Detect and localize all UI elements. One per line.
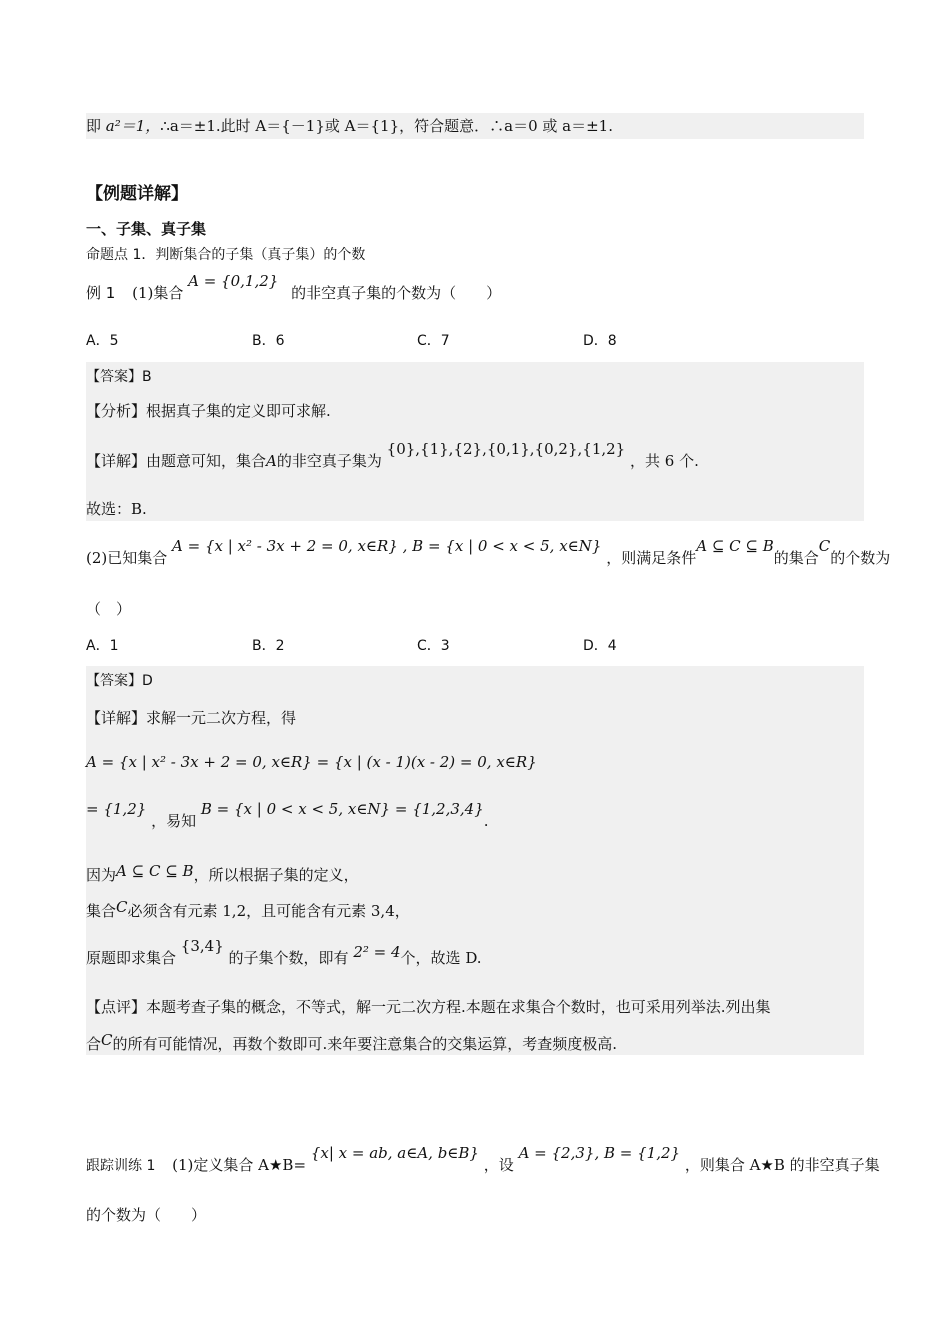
text: 的个数为 <box>830 549 891 567</box>
text: (1)集合 <box>132 284 184 302</box>
text: 原题即求集合 <box>86 949 177 967</box>
option-c: C．3 <box>417 638 450 654</box>
example1-analysis: 【分析】根据真子集的定义即可求解. <box>86 402 331 420</box>
track-label: 跟踪训练 1 <box>86 1158 156 1174</box>
math-set-B: B = {x | 0 < x < 5, x∈N} = {1,2,3,4} <box>200 800 484 818</box>
math-C: C <box>101 1031 113 1049</box>
example-label: 例 1 <box>86 284 116 302</box>
math-sets: A = {2,3}, B = {1,2} <box>518 1144 681 1162</box>
math-subsets: {0},{1},{2},{0,1},{0,2},{1,2} <box>386 440 626 458</box>
math-A: A <box>266 452 277 470</box>
text: 必须含有元素 1,2，且可能含有元素 3,4， <box>127 902 410 920</box>
section-title: 【例题详解】 <box>86 184 188 204</box>
text: 【详解】由题意可知，集合 <box>86 452 267 470</box>
example1-detail <box>86 440 699 472</box>
example2-equation-1: A = {x | x² - 3x + 2 = 0, x∈R} = {x | (x - 1)(x - 2) = 0, x∈R} <box>86 753 537 771</box>
example1-answer: 【答案】B <box>86 369 152 385</box>
math-C: C <box>116 898 128 916</box>
math-set-A: A = {0,1,2} <box>188 272 279 290</box>
math-definition: {x| x = ab, a∈A, b∈B} <box>310 1144 479 1162</box>
option-a: A．5 <box>86 333 119 349</box>
text: ，共 6 个. <box>630 452 699 470</box>
example2-original <box>86 937 482 969</box>
text: ，所以根据子集的定义， <box>193 866 359 884</box>
track-question-line2: 的个数为（ ） <box>86 1206 207 1224</box>
text: 的所有可能情况，再数个数即可.来年要注意集合的交集运算，考查频度极高. <box>112 1035 618 1053</box>
text: 即 <box>86 117 106 135</box>
example2-equation-2 <box>86 800 489 832</box>
text: . <box>483 812 489 830</box>
text: ∴a＝0 或 a＝±1. <box>489 117 613 135</box>
option-a: A．1 <box>86 638 119 654</box>
math-result-A: = {1,2} <box>86 800 147 818</box>
example2-because <box>86 864 359 886</box>
text: 的非空真子集的个数为（ ） <box>291 284 502 302</box>
text: 集合 <box>86 902 117 920</box>
math-condition: A ⊆ C ⊆ B <box>696 537 774 555</box>
example2-paren: （ ） <box>86 600 132 618</box>
option-c: C．7 <box>417 333 450 349</box>
subsection-title: 一、子集、真子集 <box>86 220 207 238</box>
top-solution-line <box>86 115 613 137</box>
text: ，则集合 A★B 的非空真子集 <box>684 1156 880 1174</box>
math-sets-A-B: A = {x | x² - 3x + 2 = 0, x∈R} , B = {x | 0 < x < 5, x∈N} <box>172 537 602 555</box>
text: 个，故选 D. <box>400 949 482 967</box>
option-b: B．6 <box>252 333 285 349</box>
text: (2)已知集合 <box>86 549 168 567</box>
math-power: 2² = 4 <box>353 943 401 961</box>
text: ，则满足条件 <box>606 549 697 567</box>
math-a-squared: a²＝1， <box>105 117 161 135</box>
math-C: C <box>818 537 831 555</box>
option-d: D．8 <box>583 333 617 349</box>
example1-options <box>86 330 864 352</box>
example2-options <box>86 635 864 657</box>
example2-answer: 【答案】D <box>86 673 153 689</box>
math-condition: A ⊆ C ⊆ B <box>116 862 194 880</box>
example1-choose: 故选：B. <box>86 500 147 518</box>
option-b: B．2 <box>252 638 285 654</box>
text: ∴a＝±1.此时 A＝{－1}或 A＝{1}，符合题意． <box>160 117 490 135</box>
example2-detail-intro: 【详解】求解一元二次方程，得 <box>86 709 297 727</box>
example2-comment-1: 【点评】本题考查子集的概念，不等式，解一元二次方程.本题在求集合个数时，也可采用列举法.列出集 <box>86 998 771 1016</box>
text: 的子集个数，即有 <box>228 949 349 967</box>
text: ，设 <box>483 1156 514 1174</box>
option-d: D．4 <box>583 638 617 654</box>
example2-comment-2 <box>86 1033 617 1055</box>
text: 的集合 <box>773 549 819 567</box>
text: 因为 <box>86 866 117 884</box>
text: 合 <box>86 1035 102 1053</box>
text: 的非空真子集为 <box>276 452 382 470</box>
text: ，易知 <box>151 812 197 830</box>
topic-line: 命题点 1．判断集合的子集（真子集）的个数 <box>86 247 366 263</box>
example1-question <box>86 272 502 304</box>
track-question <box>86 1144 880 1177</box>
math-set-34: {3,4} <box>180 937 224 955</box>
example2-question <box>86 537 891 569</box>
example2-set-c <box>86 900 410 922</box>
text: (1)定义集合 A★B= <box>172 1156 307 1174</box>
